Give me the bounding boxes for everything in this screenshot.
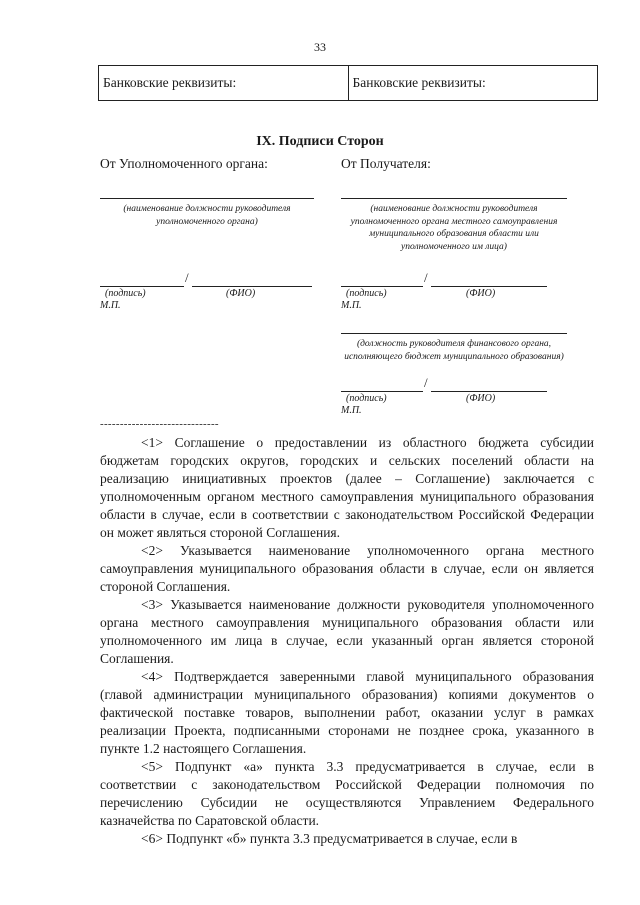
left-signature-caption: (подпись) <box>105 288 146 299</box>
right-signature-line <box>341 286 423 287</box>
footnote-4: <4> Подтверждается заверенными главой муниципального образования (главой администрации муниципального образования) копиями документов о фактической поставке товаров, выполнении работ, оказании услуг в рамках реализации Проекта, подписанными сторонами не позднее срока, указанного в пункте 1.2 настоящего Соглашения. <box>100 669 594 756</box>
right-position-line <box>341 198 567 199</box>
finance-seal-label: М.П. <box>341 405 362 416</box>
left-signature-line <box>100 286 184 287</box>
finance-fio-caption: (ФИО) <box>466 393 496 404</box>
finance-position-caption: (должность руководителя финансового органа, исполняющего бюджет муниципального образования) <box>344 339 564 362</box>
footnote-2: <2> Указывается наименование уполномоченного органа местного самоуправления муниципального образования области в случае, если он является стороной Соглашения. <box>100 543 594 594</box>
footnote-6: <6> Подпункт «б» пункта 3.3 предусматривается в случае, если в <box>141 831 518 846</box>
bank-details-table <box>98 65 598 101</box>
page-number: 33 <box>314 40 326 54</box>
left-party-header: От Уполномоченного органа: <box>100 156 268 171</box>
finance-signature-line <box>341 391 423 392</box>
footnote-3: <3> Указывается наименование должности руководителя уполномоченного органа местного самоуправления муниципального образования области или уполномоченного им лица в случае, если указанный орган является стороной Соглашения. <box>100 597 594 666</box>
right-fio-caption: (ФИО) <box>466 288 496 299</box>
finance-position-line <box>341 333 567 334</box>
left-fio-caption: (ФИО) <box>226 288 256 299</box>
signature-separator: / <box>424 270 428 285</box>
right-seal-label: М.П. <box>341 300 362 311</box>
footnote-separator: ------------------------------ <box>100 418 219 430</box>
table-row <box>99 66 598 101</box>
bank-details-left-cell: Банковские реквизиты: <box>99 66 349 101</box>
footnote-1: <1> Соглашение о предоставлении из областного бюджета субсидии бюджетам городских округов, городских и сельских поселений области на реализацию инициативных проектов (далее – Соглашение) заключается с уполномоченным органом местного самоуправления муниципального образования области в случае, если в соответствии с законодательством Российской Федерации он может являться стороной Соглашения. <box>100 435 594 540</box>
right-party-header: От Получателя: <box>341 156 431 171</box>
right-position-caption: (наименование должности руководителя уполномоченного органа местного самоуправления муниципального образования области или уполномоченного им лица) <box>350 204 558 252</box>
left-position-line <box>100 198 314 199</box>
finance-signature-caption: (подпись) <box>346 393 387 404</box>
left-seal-label: М.П. <box>100 300 121 311</box>
bank-details-right-cell: Банковские реквизиты: <box>348 66 598 101</box>
left-position-caption: (наименование должности руководителя уполномоченного органа) <box>123 204 291 227</box>
signature-separator: / <box>424 375 428 390</box>
signature-separator: / <box>185 270 189 285</box>
finance-fio-line <box>431 391 547 392</box>
footnote-5: <5> Подпункт «а» пункта 3.3 предусматривается в случае, если в соответствии с законодательством Российской Федерации полномочия по перечислению Субсидии не осуществляются Управлением Федерального казначейства по Саратовской области. <box>100 759 594 828</box>
right-fio-line <box>431 286 547 287</box>
right-signature-caption: (подпись) <box>346 288 387 299</box>
section-title: IX. Подписи Сторон <box>256 134 384 149</box>
left-fio-line <box>192 286 312 287</box>
footnotes <box>100 434 594 848</box>
